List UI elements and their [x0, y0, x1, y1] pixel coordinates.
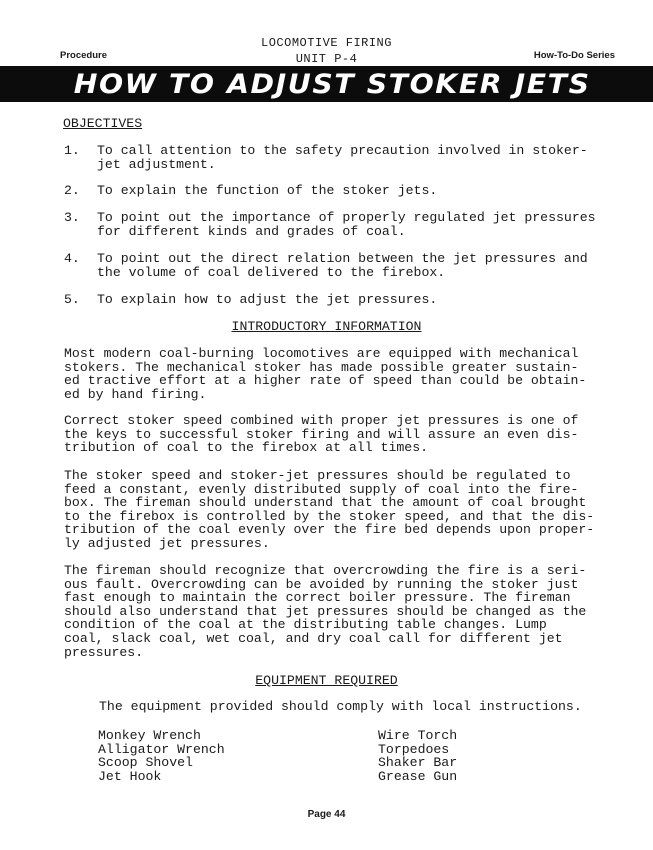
equipment-intro: The equipment provided should comply with local instructions.: [99, 699, 582, 714]
equipment-list-right: [378, 729, 457, 783]
equipment-item: Scoop Shovel: [98, 755, 193, 771]
procedure-label: Procedure: [60, 50, 107, 61]
equipment-item: Alligator Wrench: [98, 741, 225, 757]
objectives-heading: OBJECTIVES: [63, 116, 143, 131]
introductory-heading: INTRODUCTORY INFORMATION: [231, 319, 422, 334]
objective-number: 4.: [64, 251, 80, 266]
equipment-item: Shaker Bar: [378, 755, 458, 771]
equipment-item: Torpedoes: [378, 741, 450, 757]
objective-number: 5.: [64, 292, 80, 307]
equipment-item: Grease Gun: [378, 768, 458, 784]
equipment-item: Monkey Wrench: [98, 728, 201, 743]
objective-text: To explain how to adjust the jet pressures.: [97, 292, 438, 307]
document-series-title: LOCOMOTIVE FIRING: [261, 36, 392, 50]
intro-paragraph: Correct stoker speed combined with proper jet pressures is one of the keys to successful stoker firing and will assure an even dis- tribution of coal to the firebox at all times.: [64, 413, 579, 456]
equipment-heading: EQUIPMENT REQUIRED: [255, 673, 398, 688]
intro-paragraph: The stoker speed and stoker-jet pressures should be regulated to feed a constant, evenly distributed supply of coal into the fire- box. The fireman should understand that the amount of coal brought to the firebox is controlled by the stoker speed, and that the dis- tribution of the coal evenly over the fire bed depends upon proper- ly adjusted jet pressures.: [64, 468, 595, 551]
objective-text: To point out the direct relation between the jet pressures and the volume of coal delivered to the firebox.: [97, 251, 588, 280]
unit-label: UNIT P-4: [295, 52, 358, 66]
objective-item: [64, 293, 624, 307]
page-title: HOW TO ADJUST STOKER JETS: [74, 68, 591, 100]
intro-paragraph: The fireman should recognize that overcrowding the fire is a seri- ous fault. Overcrowding can be avoided by running the stoker just fast enough to maintain the correct boiler pressure. The fireman should also understand that jet pressures should be changed as the condition of the coal at the distributing table changes. Lump coal, slack coal, wet coal, and dry coal call for different jet pressures.: [64, 563, 587, 660]
objective-number: 3.: [64, 210, 80, 225]
objective-number: 2.: [64, 183, 80, 198]
equipment-item: Wire Torch: [378, 728, 458, 743]
equipment-item: Jet Hook: [98, 768, 162, 784]
series-label: How-To-Do Series: [533, 50, 615, 61]
objective-item: [64, 252, 624, 279]
equipment-list-left: [98, 729, 225, 783]
intro-paragraph: Most modern coal-burning locomotives are equipped with mechanical stokers. The mechanical stoker has made possible greater sustain- ed tractive effort at a higher rate of speed than could be obtain- ed by hand firing.: [64, 346, 587, 402]
objective-text: To point out the importance of properly regulated jet pressures for different kinds and grades of coal.: [97, 210, 596, 239]
objective-text: To call attention to the safety precaution involved in stoker- jet adjustment.: [97, 143, 588, 172]
objective-item: [64, 144, 624, 171]
objective-item: [64, 211, 624, 238]
title-banner: [0, 66, 653, 102]
objective-text: To explain the function of the stoker jets.: [97, 183, 438, 198]
objective-item: [64, 184, 624, 198]
objective-number: 1.: [64, 143, 80, 158]
page-number: Page 44: [307, 809, 346, 820]
